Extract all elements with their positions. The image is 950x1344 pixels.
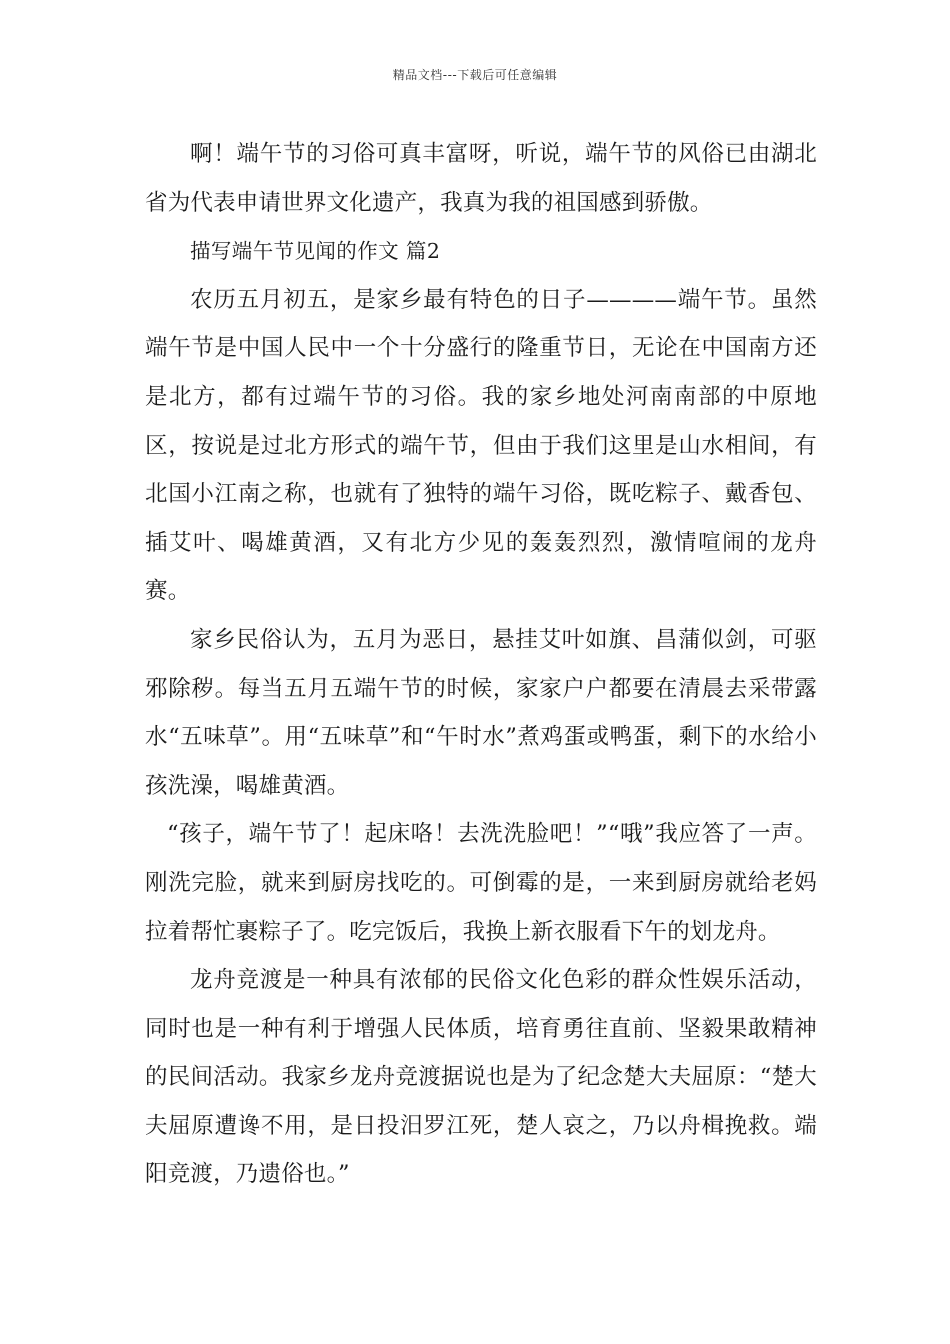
paragraph-introduction: 农历五月初五，是家乡最有特色的日子————端午节。虽然端午节是中国人民中一个十分盛行的隆重节日，无论在中国南方还是北方，都有过端午节的习俗。我的家乡地处河南南部的中原地区，按说是过北方形式的端午节，但由于我们这里是山水相间，有北国小江南之称，也就有了独特的端午习俗，既吃粽子、戴香包、插艾叶、喝雄黄酒，又有北方少见的轰轰烈烈，激情喧闹的龙舟赛。 — [145, 286, 817, 605]
paragraph-customs: 家乡民俗认为，五月为恶日，悬挂艾叶如旗、昌蒲似剑，可驱邪除秽。每当五月五端午节的时候，家家户户都要在清晨去采带露水“五味草”。用“五味草”和“午时水”煮鸡蛋或鸭蛋，剩下的水给小孩洗澡，喝雄黄酒。 — [145, 626, 817, 799]
paragraph-conclusion: 啊！端午节的习俗可真丰富呀，听说，端午节的风俗已由湖北省为代表申请世界文化遗产，我真为我的祖国感到骄傲。 — [145, 141, 817, 216]
page-header: 精品文档---下载后可任意编辑 — [392, 68, 558, 82]
section-heading: 描写端午节见闻的作文 篇2 — [190, 239, 441, 264]
paragraph-dragon-boat: 龙舟竞渡是一种具有浓郁的民俗文化色彩的群众性娱乐活动，同时也是一种有利于增强人民体质，培育勇往直前、坚毅果敢精神的民间活动。我家乡龙舟竞渡据说也是为了纪念楚大夫屈原：“楚大夫屈原遭谗不用，是日投汨罗江死，楚人哀之，乃以舟楫挽救。端阳竞渡，乃遗俗也。” — [145, 967, 817, 1188]
paragraph-morning: “孩子，端午节了！起床咯！去洗洗脸吧！”“哦”我应答了一声。刚洗完脸，就来到厨房找吃的。可倒霉的是，一来到厨房就给老妈拉着帮忙裹粽子了。吃完饭后，我换上新衣服看下午的划龙舟。 — [145, 821, 817, 945]
document-body — [145, 130, 817, 1199]
